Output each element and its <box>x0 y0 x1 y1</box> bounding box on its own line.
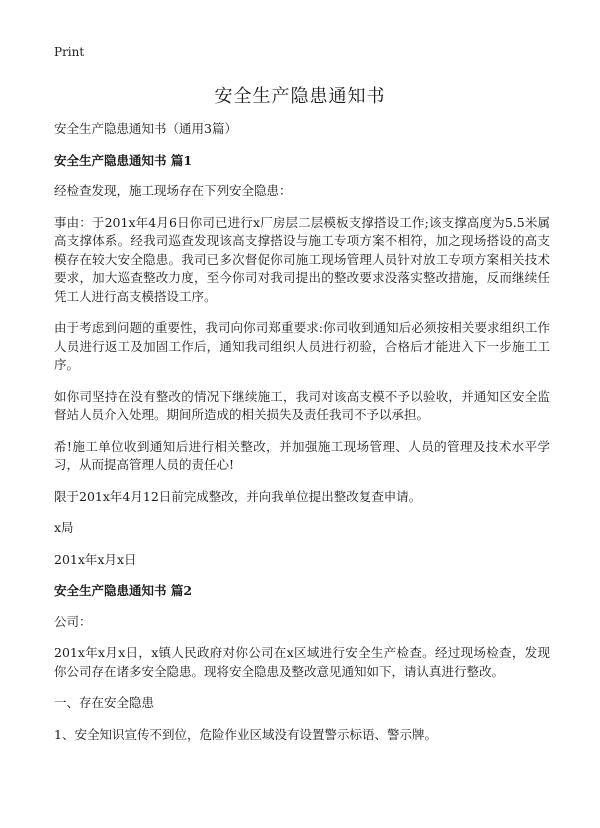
document-subtitle: 安全生产隐患通知书（通用3篇） <box>54 121 237 136</box>
part1-deadline: 限于201x年4月12日前完成整改，并向我单位提出整改复查申请。 <box>54 488 422 504</box>
part2-salutation: 公司： <box>54 613 92 629</box>
part1-heading: 安全生产隐患通知书 篇1 <box>54 152 193 168</box>
part1-requirement: 由于考虑到问题的重要性，我司向你司郑重要求:你司收到通知后必须按相关要求组织工作人员进行返工及加固工作后，通知我司组织人员进行初验，合格后才能进入下一步施工工序。 <box>54 320 550 372</box>
part2-heading: 安全生产隐患通知书 篇2 <box>54 583 193 598</box>
part1-intro: 经检查发现，施工现场存在下列安全隐患： <box>54 183 292 198</box>
part2-item1: 1、安全知识宣传不到位，危险作业区域没有设置警示标语、警示牌。 <box>54 726 437 742</box>
part1-hope: 希!施工单位收到通知后进行相关整改，并加强施工现场管理、人员的管理及技术水平学习，从而提高管理人员的责任心! <box>54 438 550 472</box>
document-body <box>54 120 550 757</box>
part1-date: 201x年x月x日 <box>54 551 137 567</box>
part2-body: 201x年x月x日，x镇人民政府对你公司在x区域进行安全生产检查。经过现场检查，发现你公司存在诸多安全隐患。现将安全隐患及整改意见通知如下，请认真进行整改。 <box>54 645 550 679</box>
part1-signature: x局 <box>54 520 74 535</box>
part1-reason: 事由：于201x年4月6日你司已进行x厂房层二层模板支撑搭设工作;该支撑高度为5.5米属高支撑体系。经我司巡查发现该高支撑搭设与施工专项方案不相符，加之现场搭设的高支模存在较大安全隐患。我司已多次督促你司施工现场管理人员针对放工专项方案相关技术要求，加大巡查整改力度，至今你司对我司提出的整改要求没落实整改措施，反而继续任凭工人进行高支模搭设工序。 <box>54 214 550 304</box>
part1-warning: 如你司坚持在没有整改的情况下继续施工，我司对该高支模不予以验收，并通知区安全监督站人员介入处理。期间所造成的相关损失及责任我司不予以承担。 <box>54 388 550 422</box>
part2-section1: 一、存在安全隐患 <box>54 695 155 710</box>
page-title: 安全生产隐患通知书 <box>214 86 386 107</box>
print-label[interactable]: Print <box>54 45 85 59</box>
